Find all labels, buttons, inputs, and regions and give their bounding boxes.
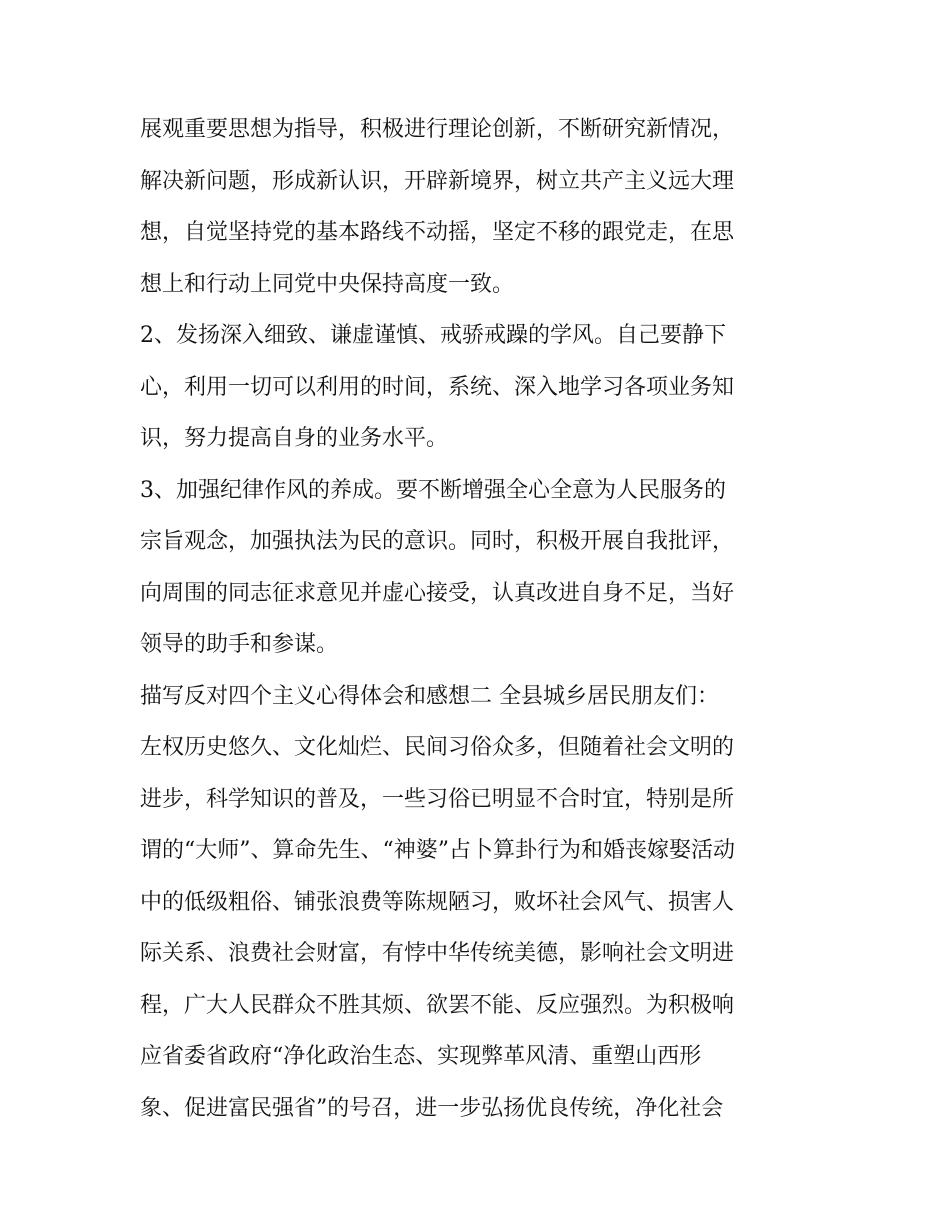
text-line: 解决新问题，形成新认识，开辟新境界，树立共产主义远大理: [140, 168, 735, 194]
text-line: 想上和行动上同党中央保持高度一致。: [140, 271, 515, 297]
text-line: 程，广大人民群众不胜其烦、欲罢不能、反应强烈。为积极响: [140, 992, 735, 1018]
text-line: 际关系、浪费社会财富，有悖中华传统美德，影响社会文明进: [140, 941, 735, 966]
text-line: 象、促进富民强省”的号召，进一步弘扬优良传统，净化社会: [140, 1095, 724, 1121]
text-line: 2、发扬深入细致、谦虚谨慎、戒骄戒躁的学风。自己要静下: [140, 323, 726, 348]
text-line: 向周围的同志征求意见并虚心接受，认真改进自身不足，当好: [140, 580, 735, 606]
text-line: 中的低级粗俗、铺张浪费等陈规陋习，败坏社会风气、损害人: [140, 889, 735, 915]
text-line: 识，努力提高自身的业务水平。: [140, 426, 449, 451]
text-line: 进步，科学知识的普及，一些习俗已明显不合时宜，特别是所: [140, 786, 735, 812]
text-line: 3、加强纪律作风的养成。要不断增强全心全意为人民服务的: [140, 477, 726, 503]
text-line: 想，自觉坚持党的基本路线不动摇，坚定不移的跟党走，在思: [140, 220, 735, 245]
text-line: 宗旨观念，加强执法为民的意识。同时，积极开展自我批评，: [140, 529, 735, 554]
document-body: [140, 104, 830, 1134]
text-line: 心，利用一切可以利用的时间，系统、深入地学习各项业务知: [140, 374, 735, 400]
text-line: 展观重要思想为指导，积极进行理论创新，不断研究新情况，: [140, 117, 735, 142]
text-line: 谓的“大师”、算命先生、“神婆”占卜算卦行为和婚丧嫁娶活动: [140, 838, 735, 863]
text-line: 领导的助手和参谋。: [140, 632, 339, 657]
text-line: 应省委省政府“净化政治生态、实现弊革风清、重塑山西形: [140, 1044, 702, 1069]
text-line: 左权历史悠久、文化灿烂、民间习俗众多，但随着社会文明的: [140, 735, 735, 760]
text-line: 描写反对四个主义心得体会和感想二 全县城乡居民朋友们：: [140, 683, 719, 709]
